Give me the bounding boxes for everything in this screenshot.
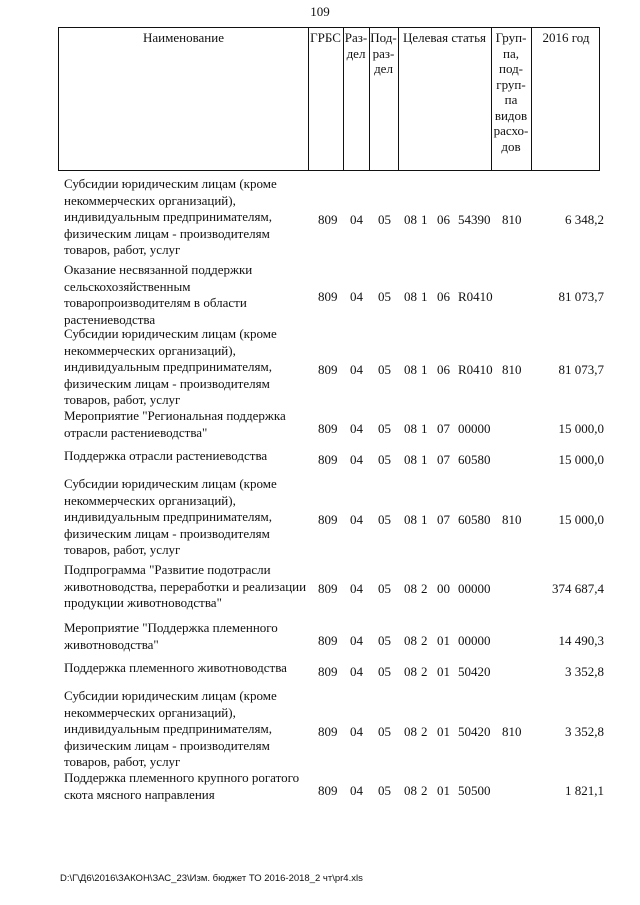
table-row [0, 262, 640, 328]
razdel-cell: 04 [350, 211, 363, 227]
target-activity-cell: 01 [437, 664, 450, 680]
amount-cell: 374 687,4 [552, 580, 604, 596]
target-program-cell: 08 [404, 361, 417, 377]
target-program-cell: 08 [404, 452, 417, 468]
target-activity-cell: 07 [437, 452, 450, 468]
target-program-cell: 08 [404, 420, 417, 436]
grbs-cell: 809 [318, 452, 338, 468]
grbs-cell: 809 [318, 723, 338, 739]
expense-group-cell: 810 [502, 723, 522, 739]
target-direction-cell: 50420 [458, 664, 491, 680]
column-divider [398, 28, 399, 170]
expense-group-cell: 810 [502, 361, 522, 377]
amount-cell: 3 352,8 [565, 664, 604, 680]
target-program-cell: 08 [404, 289, 417, 305]
column-divider [531, 28, 532, 170]
razdel-cell: 04 [350, 420, 363, 436]
row-name: Поддержка племенного крупного рогатого скота мясного направления [64, 770, 300, 802]
amount-cell: 15 000,0 [558, 420, 604, 436]
target-subprogram-cell: 1 [421, 420, 428, 436]
amount-cell: 15 000,0 [558, 452, 604, 468]
target-direction-cell: 60580 [458, 511, 491, 527]
grbs-cell: 809 [318, 420, 338, 436]
target-activity-cell: 07 [437, 420, 450, 436]
podrazdel-cell: 05 [378, 580, 391, 596]
target-subprogram-cell: 1 [421, 361, 428, 377]
target-direction-cell: 50500 [458, 782, 491, 798]
razdel-cell: 04 [350, 361, 363, 377]
header-name: Наименование [143, 30, 224, 45]
table-row [0, 660, 640, 680]
target-subprogram-cell: 2 [421, 723, 428, 739]
target-program-cell: 08 [404, 580, 417, 596]
razdel-cell: 04 [350, 723, 363, 739]
target-subprogram-cell: 2 [421, 632, 428, 648]
amount-cell: 3 352,8 [565, 723, 604, 739]
column-divider [308, 28, 309, 170]
podrazdel-cell: 05 [378, 211, 391, 227]
amount-cell: 14 490,3 [558, 632, 604, 648]
target-direction-cell: 00000 [458, 580, 491, 596]
razdel-cell: 04 [350, 632, 363, 648]
row-name: Субсидии юридическим лицам (кроме некоммерческих организаций), индивидуальным предпринимателям, физическим лицам - производителям товаров, работ, услуг [64, 326, 277, 408]
target-subprogram-cell: 1 [421, 452, 428, 468]
target-direction-cell: 54390 [458, 211, 491, 227]
expense-group-cell: 810 [502, 211, 522, 227]
amount-cell: 1 821,1 [565, 782, 604, 798]
target-direction-cell: R0410 [458, 361, 493, 377]
podrazdel-cell: 05 [378, 452, 391, 468]
row-name: Субсидии юридическим лицам (кроме некоммерческих организаций), индивидуальным предпринимателям, физическим лицам - производителям товаров, работ, услуг [64, 476, 277, 558]
table-row [0, 562, 640, 612]
grbs-cell: 809 [318, 289, 338, 305]
table-row [0, 476, 640, 559]
header-year: 2016 год [542, 30, 590, 45]
grbs-cell: 809 [318, 511, 338, 527]
target-activity-cell: 07 [437, 511, 450, 527]
razdel-cell: 04 [350, 452, 363, 468]
amount-cell: 81 073,7 [558, 289, 604, 305]
target-activity-cell: 06 [437, 211, 450, 227]
row-name: Поддержка отрасли растениеводства [64, 448, 268, 463]
row-name: Мероприятие "Региональная поддержка отрасли растениеводства" [64, 408, 286, 440]
target-program-cell: 08 [404, 782, 417, 798]
grbs-cell: 809 [318, 211, 338, 227]
target-subprogram-cell: 2 [421, 580, 428, 596]
razdel-cell: 04 [350, 580, 363, 596]
razdel-cell: 04 [350, 664, 363, 680]
header-expense-group: Груп- па, под- груп- па видов расхо- дов [493, 30, 529, 154]
target-direction-cell: 50420 [458, 723, 491, 739]
target-program-cell: 08 [404, 664, 417, 680]
grbs-cell: 809 [318, 632, 338, 648]
row-name: Субсидии юридическим лицам (кроме некоммерческих организаций), индивидуальным предпринимателям, физическим лицам - производителям товаров, работ, услуг [64, 176, 277, 258]
amount-cell: 15 000,0 [558, 511, 604, 527]
podrazdel-cell: 05 [378, 723, 391, 739]
podrazdel-cell: 05 [378, 361, 391, 377]
grbs-cell: 809 [318, 782, 338, 798]
header-grbs: ГРБС [310, 30, 341, 45]
page-number: 109 [310, 4, 330, 19]
table-header [58, 27, 600, 171]
table-row [0, 326, 640, 409]
table-row [0, 408, 640, 441]
razdel-cell: 04 [350, 782, 363, 798]
table-row [0, 688, 640, 771]
row-name: Субсидии юридическим лицам (кроме некоммерческих организаций), индивидуальным предпринимателям, физическим лицам - производителям товаров, работ, услуг [64, 688, 277, 770]
target-direction-cell: 00000 [458, 632, 491, 648]
target-direction-cell: R0410 [458, 289, 493, 305]
target-subprogram-cell: 2 [421, 782, 428, 798]
row-name: Подпрограмма "Развитие подотрасли животноводства, переработки и реализации продукции животноводства" [64, 562, 307, 611]
target-activity-cell: 01 [437, 782, 450, 798]
podrazdel-cell: 05 [378, 289, 391, 305]
razdel-cell: 04 [350, 511, 363, 527]
amount-cell: 81 073,7 [558, 361, 604, 377]
target-subprogram-cell: 1 [421, 211, 428, 227]
header-target-article: Целевая статья [402, 30, 486, 45]
amount-cell: 6 348,2 [565, 211, 604, 227]
podrazdel-cell: 05 [378, 632, 391, 648]
target-direction-cell: 00000 [458, 420, 491, 436]
table-row [0, 448, 640, 468]
target-activity-cell: 00 [437, 580, 450, 596]
target-subprogram-cell: 1 [421, 511, 428, 527]
file-path-footer: D:\Г\Д6\2016\ЗАКОН\ЗАС_23\Изм. бюджет ТО 2016-2018_2 чт\pr4.xls [60, 873, 363, 884]
table-row [0, 176, 640, 259]
row-name: Оказание несвязанной поддержки сельскохозяйственным товаропроизводителям в области растениеводства [64, 262, 253, 327]
target-program-cell: 08 [404, 511, 417, 527]
target-direction-cell: 60580 [458, 452, 491, 468]
grbs-cell: 809 [318, 580, 338, 596]
row-name: Поддержка племенного животноводства [64, 660, 287, 675]
header-razdel: Раз- дел [344, 30, 368, 61]
podrazdel-cell: 05 [378, 782, 391, 798]
target-subprogram-cell: 1 [421, 289, 428, 305]
podrazdel-cell: 05 [378, 664, 391, 680]
target-program-cell: 08 [404, 632, 417, 648]
expense-group-cell: 810 [502, 511, 522, 527]
row-name: Мероприятие "Поддержка племенного животноводства" [64, 620, 278, 652]
target-subprogram-cell: 2 [421, 664, 428, 680]
grbs-cell: 809 [318, 361, 338, 377]
table-row [0, 770, 640, 803]
target-activity-cell: 01 [437, 723, 450, 739]
header-podrazdel: Под- раз- дел [370, 30, 397, 76]
target-activity-cell: 06 [437, 289, 450, 305]
grbs-cell: 809 [318, 664, 338, 680]
target-program-cell: 08 [404, 211, 417, 227]
target-program-cell: 08 [404, 723, 417, 739]
razdel-cell: 04 [350, 289, 363, 305]
target-activity-cell: 01 [437, 632, 450, 648]
target-activity-cell: 06 [437, 361, 450, 377]
podrazdel-cell: 05 [378, 511, 391, 527]
podrazdel-cell: 05 [378, 420, 391, 436]
table-row [0, 620, 640, 653]
